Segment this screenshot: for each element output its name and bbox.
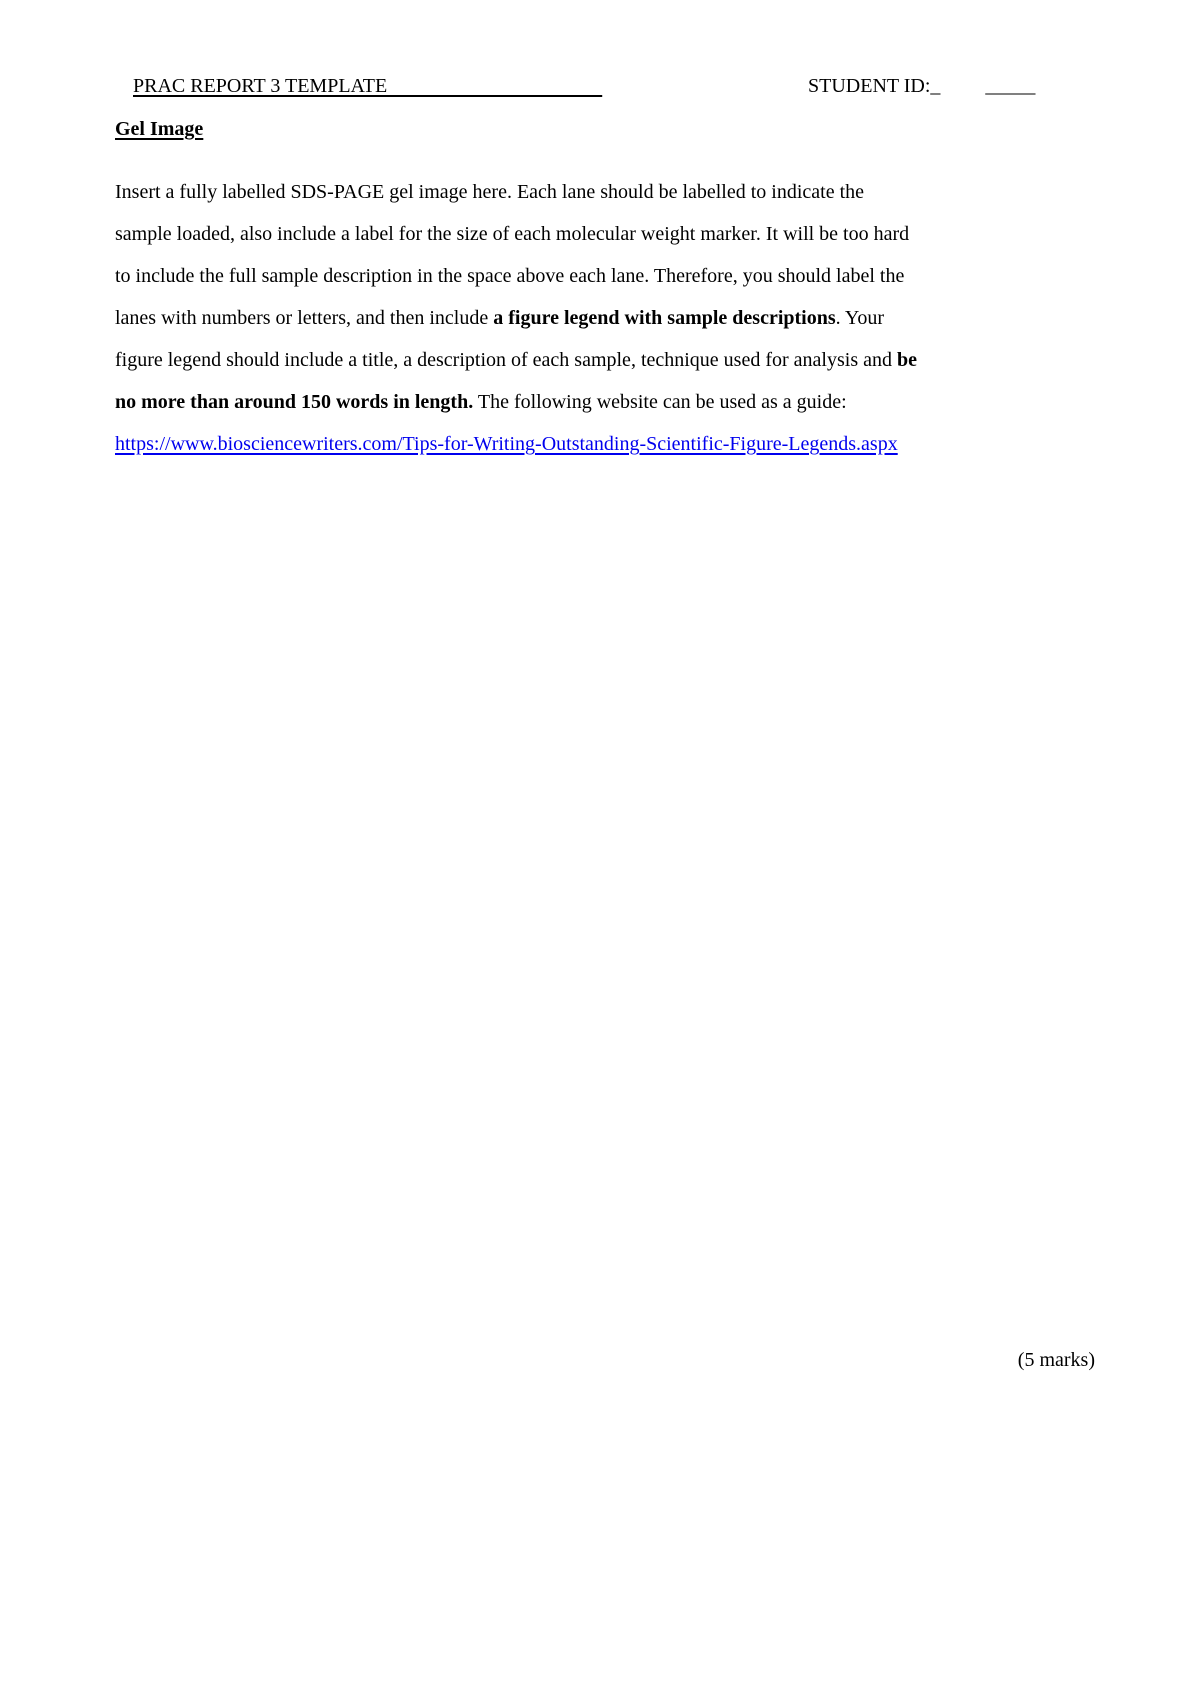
text-run: lanes with numbers or letters, and then include	[115, 307, 494, 329]
emphasis-word-limit: be	[896, 349, 917, 371]
paragraph-line	[115, 297, 1095, 339]
student-id-field[interactable]: STUDENT ID:_ _____	[808, 75, 1036, 97]
paragraph-line	[115, 381, 1095, 423]
paragraph-line: Insert a fully labelled SDS-PAGE gel image here. Each lane should be labelled to indicate the	[115, 181, 865, 203]
text-run: . Your	[835, 307, 885, 329]
header-title: PRAC REPORT 3 TEMPLATE	[133, 75, 603, 97]
text-run: The following website can be used as a guide:	[473, 391, 847, 413]
guide-link[interactable]: https://www.biosciencewriters.com/Tips-for-Writing-Outstanding-Scientific-Figure-Legends.aspx	[115, 433, 898, 455]
text-run: figure legend should include a title, a description of each sample, technique used for analysis and	[115, 349, 897, 371]
paragraph-line: to include the full sample description in the space above each lane. Therefore, you should label the	[115, 265, 905, 287]
document-header	[133, 74, 1036, 98]
paragraph-line	[115, 339, 1095, 381]
paragraph-line	[115, 423, 1095, 465]
section-heading-gel-image: Gel Image	[115, 118, 204, 140]
marks-label: (5 marks)	[1017, 1349, 1095, 1371]
emphasis-figure-legend: a figure legend with sample descriptions	[493, 307, 836, 329]
emphasis-word-limit: no more than around 150 words in length.	[115, 391, 474, 413]
instructions-paragraph	[115, 171, 1095, 465]
paragraph-line: sample loaded, also include a label for the size of each molecular weight marker. It will be too hard	[115, 223, 910, 245]
